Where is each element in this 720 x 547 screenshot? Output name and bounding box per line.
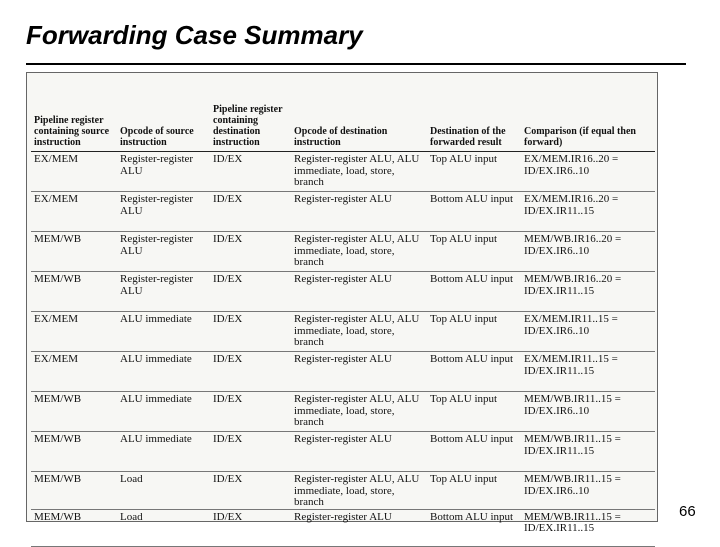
scanned-table-image xyxy=(26,72,658,534)
forwarding-table xyxy=(31,76,655,547)
cell-comparison: MEM/WB.IR11..15 = ID/EX.IR6..10 xyxy=(521,392,655,432)
header-comparison: Comparison (if equal then forward) xyxy=(521,76,655,152)
cell-comparison: EX/MEM.IR16..20 = ID/EX.IR6..10 xyxy=(521,152,655,192)
table-row xyxy=(31,352,655,392)
cell-destination-opcode: Register-register ALU xyxy=(291,432,427,472)
cell-source-register: MEM/WB xyxy=(31,272,117,312)
table-header-row xyxy=(31,76,655,152)
header-source-opcode: Opcode of source instruction xyxy=(117,76,210,152)
cell-comparison: MEM/WB.IR11..15 = ID/EX.IR11..15 xyxy=(521,432,655,472)
cell-destination-register: ID/EX xyxy=(210,272,291,312)
cell-forward-destination: Top ALU input xyxy=(427,152,521,192)
cell-source-opcode: Load xyxy=(117,509,210,546)
table-row xyxy=(31,152,655,192)
cell-forward-destination: Bottom ALU input xyxy=(427,509,521,546)
cell-comparison: EX/MEM.IR11..15 = ID/EX.IR6..10 xyxy=(521,312,655,352)
cell-destination-opcode: Register-register ALU, ALU immediate, load, store, branch xyxy=(291,472,427,510)
slide-title: Forwarding Case Summary xyxy=(26,20,363,50)
table-row xyxy=(31,312,655,352)
cell-source-register: EX/MEM xyxy=(31,192,117,232)
cell-comparison: MEM/WB.IR16..20 = ID/EX.IR6..10 xyxy=(521,232,655,272)
cell-forward-destination: Bottom ALU input xyxy=(427,432,521,472)
cell-source-opcode: Register-register ALU xyxy=(117,152,210,192)
cell-forward-destination: Top ALU input xyxy=(427,472,521,510)
cell-forward-destination: Bottom ALU input xyxy=(427,352,521,392)
cell-destination-opcode: Register-register ALU, ALU immediate, load, store, branch xyxy=(291,232,427,272)
cell-destination-opcode: Register-register ALU, ALU immediate, load, store, branch xyxy=(291,392,427,432)
cell-forward-destination: Bottom ALU input xyxy=(427,192,521,232)
cell-source-register: MEM/WB xyxy=(31,509,117,546)
cell-source-register: MEM/WB xyxy=(31,432,117,472)
table-body xyxy=(31,152,655,547)
cell-comparison: EX/MEM.IR16..20 = ID/EX.IR11..15 xyxy=(521,192,655,232)
table-row xyxy=(31,472,655,510)
cell-source-register: MEM/WB xyxy=(31,392,117,432)
cell-source-opcode: Register-register ALU xyxy=(117,232,210,272)
cell-comparison: MEM/WB.IR11..15 = ID/EX.IR6..10 xyxy=(521,472,655,510)
cell-destination-opcode: Register-register ALU xyxy=(291,509,427,546)
cell-comparison: MEM/WB.IR11..15 = ID/EX.IR11..15 xyxy=(521,509,655,546)
header-destination-register: Pipeline register containing destination instruction xyxy=(210,76,291,152)
cell-destination-register: ID/EX xyxy=(210,509,291,546)
cell-destination-opcode: Register-register ALU xyxy=(291,272,427,312)
cell-source-opcode: ALU immediate xyxy=(117,432,210,472)
cell-destination-register: ID/EX xyxy=(210,432,291,472)
cell-comparison: MEM/WB.IR16..20 = ID/EX.IR11..15 xyxy=(521,272,655,312)
cell-forward-destination: Top ALU input xyxy=(427,312,521,352)
cell-source-opcode: ALU immediate xyxy=(117,312,210,352)
cell-source-opcode: Register-register ALU xyxy=(117,192,210,232)
table-row xyxy=(31,509,655,546)
cell-source-opcode: Load xyxy=(117,472,210,510)
cell-source-register: EX/MEM xyxy=(31,352,117,392)
cell-forward-destination: Bottom ALU input xyxy=(427,272,521,312)
cell-forward-destination: Top ALU input xyxy=(427,232,521,272)
cell-destination-register: ID/EX xyxy=(210,232,291,272)
header-destination-opcode: Opcode of destination instruction xyxy=(291,76,427,152)
cell-destination-register: ID/EX xyxy=(210,472,291,510)
cell-destination-opcode: Register-register ALU xyxy=(291,352,427,392)
page-number: 66 xyxy=(679,503,696,520)
cell-destination-register: ID/EX xyxy=(210,152,291,192)
cell-destination-register: ID/EX xyxy=(210,392,291,432)
cell-destination-opcode: Register-register ALU, ALU immediate, load, store, branch xyxy=(291,152,427,192)
cell-source-opcode: ALU immediate xyxy=(117,392,210,432)
cell-source-register: EX/MEM xyxy=(31,312,117,352)
cell-destination-register: ID/EX xyxy=(210,312,291,352)
cell-source-register: MEM/WB xyxy=(31,472,117,510)
header-forward-destination: Destination of the forwarded result xyxy=(427,76,521,152)
header-source-register: Pipeline register containing source instruction xyxy=(31,76,117,152)
table-row xyxy=(31,432,655,472)
table-row xyxy=(31,232,655,272)
cell-source-opcode: Register-register ALU xyxy=(117,272,210,312)
cell-source-opcode: ALU immediate xyxy=(117,352,210,392)
cell-destination-register: ID/EX xyxy=(210,352,291,392)
cell-forward-destination: Top ALU input xyxy=(427,392,521,432)
cell-comparison: EX/MEM.IR11..15 = ID/EX.IR11..15 xyxy=(521,352,655,392)
cell-destination-opcode: Register-register ALU, ALU immediate, load, store, branch xyxy=(291,312,427,352)
title-underline xyxy=(26,63,686,65)
cell-destination-register: ID/EX xyxy=(210,192,291,232)
cell-source-register: MEM/WB xyxy=(31,232,117,272)
cell-source-register: EX/MEM xyxy=(31,152,117,192)
table-row xyxy=(31,192,655,232)
table-row xyxy=(31,272,655,312)
table-row xyxy=(31,392,655,432)
cell-destination-opcode: Register-register ALU xyxy=(291,192,427,232)
